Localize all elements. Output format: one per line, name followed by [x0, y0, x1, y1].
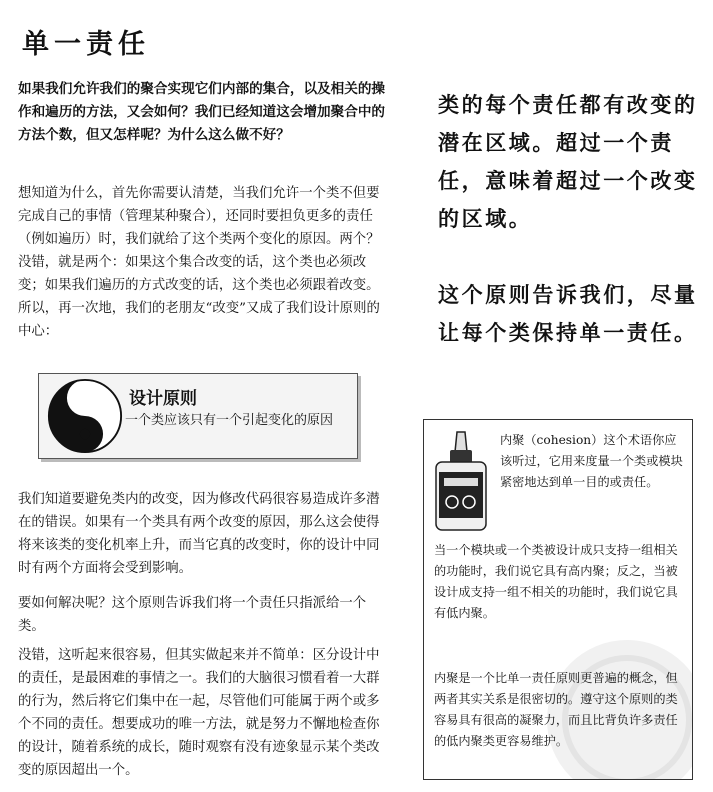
- body-paragraph-difficulty: 没错，这听起来很容易，但其实做起来并不简单：区分设计中的责任，是最困难的事情之一。我们的大脑很习惯看着一大群的行为，然后将它们集中在一起，尽管他们可能属于两个或多个不同的责任。想要成功的唯一方法，就是努力不懈地检查你的设计，随着系统的成长，随时观察有没有迹象显示某个类改变的原因超出一个。: [18, 648, 380, 778]
- glue-bottle-icon: [430, 430, 492, 534]
- body-paragraph-why: 想知道为什么，首先你需要认清楚，当我们允许一个类不但要完成自己的事情（管理某种聚合），还同时要担负更多的责任（例如遍历）时，我们就给了这个类两个变化的原因。两个？没错，就是两个：如果这个集合改变的话，这个类也必须改变；如果我们遍历的方式改变的话，这个类也必须跟着改变。所以，再一次地，我们的老朋友“改变”又成了我们设计原则的中心：: [18, 186, 380, 339]
- sidebar-text-high-low-cohesion: 当一个模块或一个类被设计成只支持一组相关的功能时，我们说它具有高内聚；反之，当被设计成支持一组不相关的功能时，我们说它具有低内聚。: [434, 543, 678, 620]
- page-title: 单一责任: [22, 29, 150, 60]
- intro-paragraph: 如果我们允许我们的聚合实现它们内部的集合，以及相关的操作和遍历的方法，又会如何？我们已经知道这会增加聚合中的方法个数，但又怎样呢？为什么这么做不好？: [18, 81, 386, 143]
- principle-text: 一个类应该只有一个引起变化的原因: [125, 413, 334, 428]
- principle-heading: 设计原则: [129, 389, 197, 409]
- yin-yang-icon: [47, 378, 123, 454]
- body-paragraph-avoid-change: 我们知道要避免类内的改变，因为修改代码很容易造成许多潜在的错误。如果有一个类具有两个改变的原因，那么这会使得将来该类的变化机率上升，而当它真的改变时，你的设计中同时有两个方面将会受到影响。: [18, 492, 380, 576]
- body-paragraph-solution: 要如何解决呢？这个原则告诉我们将一个责任只指派给一个类。: [18, 596, 367, 634]
- sidebar-text-cohesion-definition: 内聚（cohesion）这个术语你应该听过，它用来度量一个类或模块紧密地达到单一目的或责任。: [500, 433, 683, 489]
- design-principle-box: [38, 373, 358, 459]
- sidebar-text-cohesion-principle: 内聚是一个比单一责任原则更普遍的概念，但两者其实关系是很密切的。遵守这个原则的类容易具有很高的凝聚力，而且比背负许多责任的低内聚类更容易维护。: [434, 671, 678, 748]
- handwritten-note-responsibility: 类的每个责任都有改变的潜在区域。超过一个责任，意味着超过一个改变的区域。: [438, 93, 698, 231]
- handwritten-note-principle: 这个原则告诉我们，尽量让每个类保持单一责任。: [438, 283, 698, 345]
- cohesion-sidebar: [423, 419, 693, 780]
